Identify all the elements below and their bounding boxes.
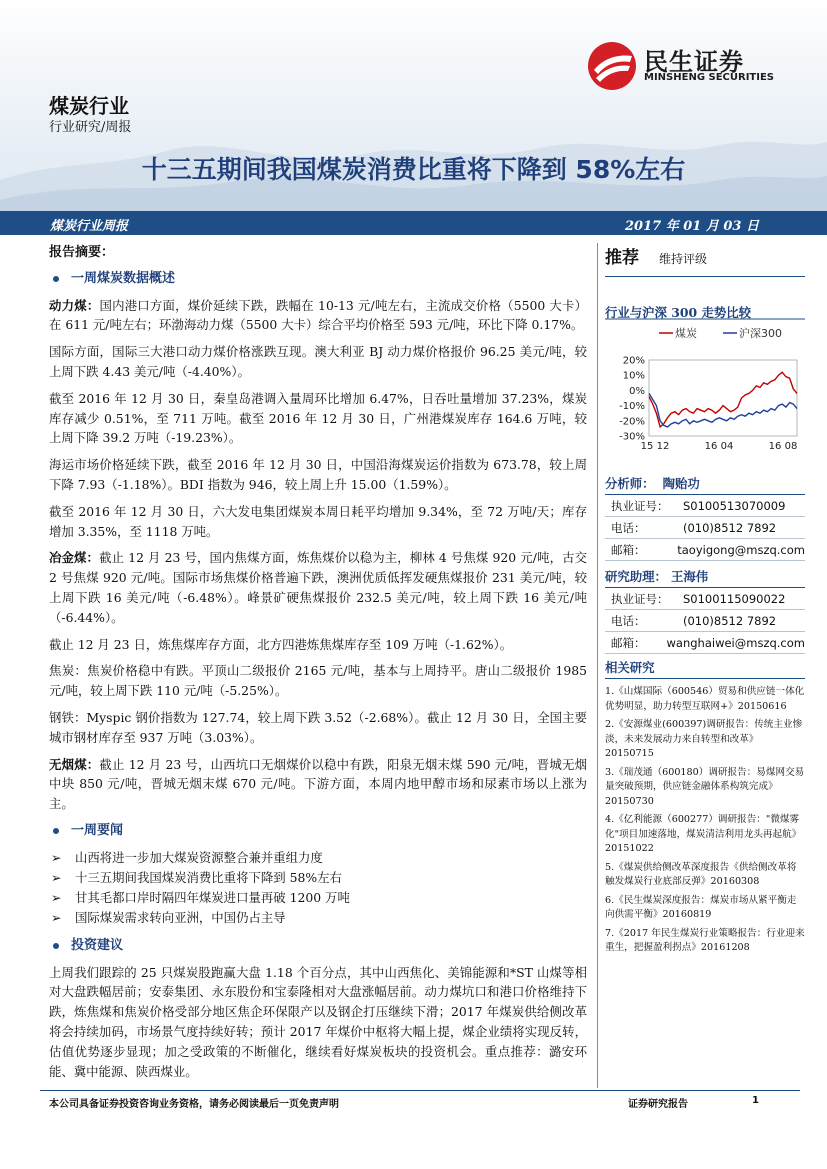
summary-heading: 报告摘要：	[49, 245, 115, 260]
page-title: 十三五期间我国煤炭消费比重将下降到 58%左右	[141, 155, 686, 184]
list-item[interactable]: 2.《安源煤业(600397)调研报告：传统主业惨淡，未来发展动力来自转型和改革》20150715	[605, 719, 803, 759]
footer-rule	[40, 1090, 800, 1091]
list-item[interactable]: 7.《2017 年民生煤炭行业策略报告：行业迎来重生，把握盈利拐点》20161208	[605, 927, 805, 953]
chart-legend	[659, 326, 782, 340]
report-series: 煤炭行业周报	[50, 219, 129, 234]
arrow-bullet-icon: ➢	[51, 869, 62, 885]
paragraph	[49, 548, 587, 627]
paragraph-text: 截止 12 月 23 号，山西坑口无烟煤价以稳中有跌，阳泉无烟末煤 590 元/吨，晋城无烟中块 850 元/吨，晋城无烟末煤 670 元/吨。下游方面，本周内地甲醇市场和尿素市场以上涨为主。	[49, 756, 587, 812]
section-title: 一周煤炭数据概述	[71, 270, 176, 286]
assistant-heading	[605, 567, 805, 588]
paragraph-lead: 冶金煤：	[49, 550, 100, 566]
paragraph: 焦炭：焦炭价格稳中有跌。平顶山二级报价 2165 元/吨，基本与上周持平。唐山二级报价 1985 元/吨，较上周下跌 110 元/吨（-5.25%）。	[49, 663, 587, 699]
logo-text-cn: 民生证券	[644, 48, 744, 76]
related-list	[605, 685, 805, 956]
bullet-icon	[53, 943, 59, 949]
rating-label: 推荐	[605, 248, 639, 268]
bullet-icon	[53, 276, 59, 282]
row-key: 电话：	[611, 520, 646, 535]
email-link[interactable]: taoyigong@mszq.com	[677, 542, 805, 557]
section-title: 一周要闻	[71, 822, 124, 838]
industry-name: 煤炭行业	[49, 94, 129, 118]
sidebar	[605, 243, 805, 321]
section-heading-news	[49, 821, 587, 841]
rating-desc: 维持评级	[659, 252, 708, 266]
summary-column	[49, 243, 587, 1088]
paragraph: 截至 2016 年 12 月 30 日，秦皇岛港调入量周环比增加 6.47%，日吞吐量增加 37.23%，煤炭库存减少 0.51%，至 711 万吨。截至 2016 年 12 月 30 日，广州港煤炭库存 164.6 万吨，较上周下降 39.2 万吨（-19.23%）。	[49, 390, 587, 446]
bullet-icon	[53, 828, 59, 834]
divider	[605, 276, 805, 277]
list-item[interactable]: 4.《亿利能源（600277）调研报告："微煤雾化"项目加速落地，煤炭清洁利用龙头再起航》20151022	[605, 814, 802, 854]
trend-chart	[605, 318, 805, 463]
arrow-bullet-icon: ➢	[51, 889, 62, 905]
paragraph-text: 国内港口方面，煤价延续下跌，跌幅在 10-13 元/吨左右，主流成交价格（5500 大卡）在 611 元/吨左右；环渤海动力煤（5500 大卡）综合平均价格至 593 元/吨，环比下降 0.17%。	[49, 297, 588, 333]
rating	[605, 243, 805, 268]
analyst-heading	[605, 474, 805, 495]
paragraph: 上周我们跟踪的 25 只煤炭股跑赢大盘 1.18 个百分点，其中山西焦化、美锦能源和*ST 山煤等相对大盘跌幅居前；安泰集团、永东股份和宝泰隆相对大盘涨幅居前。动力煤坑口和港口价格维持下跌，炼焦煤和焦炭价格受部分地区焦企环保限产以及钢企打压继续下滑；2017 年煤炭供给侧改革将会持续加码，市场景气度持续好转；预计 2017 年煤价中枢将大幅上提，煤企业绩将实现反转，估值优势逐步显现；加之受政策的不断催化，继续看好煤炭板块的投资机会。重点推荐：潞安环能、冀中能源、陕西煤业。	[49, 964, 587, 1079]
y-tick-label: -10%	[619, 401, 645, 413]
legend-label-coal: 煤炭	[675, 327, 697, 340]
arrow-bullet-icon: ➢	[51, 909, 62, 925]
list-item[interactable]: 3.《瑞茂通（600180）调研报告：易煤网交易量突破预期，供应链金融体系构筑完成》20150730	[605, 766, 805, 807]
row-value: S0100513070009	[683, 498, 786, 513]
report-type: 行业研究/周报	[49, 120, 132, 135]
legend-label-hs300: 沪深300	[739, 327, 782, 340]
paragraph: 海运市场价格延续下跌，截至 2016 年 12 月 30 日，中国沿海煤炭运价指数为 673.78，较上周下降 7.93（-1.18%）。BDI 指数为 946，较上周上升 15.00（1.59%）。	[49, 457, 587, 492]
row-key: 执业证号：	[611, 591, 669, 606]
paragraph: 截至 2016 年 12 月 30 日，六大发电集团煤炭本周日耗平均增加 9.34%，至 72 万吨/天；库存增加 3.35%，至 1118 万吨。	[49, 503, 587, 539]
related-research	[605, 658, 805, 960]
news-text: 十三五期间我国煤炭消费比重将下降到 58%左右	[75, 869, 342, 885]
assistant-row	[605, 632, 805, 654]
row-value: S0100115090022	[683, 591, 786, 606]
paragraph	[49, 755, 587, 814]
assistant-heading-label: 研究助理：	[605, 569, 667, 584]
paragraph: 截止 12 月 23 日，炼焦煤库存方面，北方四港炼焦煤库存至 109 万吨（-1.62%）。	[49, 636, 513, 652]
row-key: 电话：	[611, 613, 646, 628]
list-item	[49, 868, 587, 888]
assistant-row	[605, 610, 805, 632]
page-number: 1	[752, 1095, 759, 1106]
column-divider	[597, 243, 598, 1088]
paragraph: 钢铁：Myspic 钢价指数为 127.74，较上周下跌 3.52（-2.68%）。截止 12 月 30 日，全国主要城市钢材库存至 937 万吨（3.03%）。	[49, 709, 587, 745]
section-title: 投资建议	[71, 937, 124, 953]
y-tick-label: 20%	[622, 355, 645, 367]
x-tick-label: 16 08	[768, 441, 798, 452]
report-date: 2017 年 01 月 03 日	[625, 219, 759, 234]
arrow-bullet-icon: ➢	[51, 849, 62, 865]
analyst-name: 陶贻功	[662, 476, 700, 491]
y-tick-label: 0%	[629, 385, 645, 397]
related-heading: 相关研究	[605, 658, 805, 679]
y-tick-label: -30%	[619, 431, 645, 443]
row-key: 邮箱：	[611, 635, 646, 650]
list-item[interactable]: 6.《民生煤炭深度报告：煤炭市场从紧平衡走向供需平衡》20160819	[605, 894, 797, 920]
row-key: 执业证号：	[611, 498, 669, 513]
news-text: 国际煤炭需求转向亚洲，中国仍占主导	[75, 909, 286, 925]
paragraph	[49, 296, 587, 336]
paragraph-text: 截止 12 月 23 号，国内焦煤方面，炼焦煤价以稳为主，柳林 4 号焦煤 920 元/吨，古交 2 号焦煤 920 元/吨。国际市场焦煤价格普遍下跌，澳洲优质低挥发硬焦煤报价 231 美元/吨，较上周下跌 16 美元/吨（-6.48%）。峰景矿硬焦煤报价 232.5 美元/吨，较上周下跌 16 美元/吨（-6.44%）。	[49, 550, 588, 625]
section-heading-advice	[49, 936, 587, 956]
paragraph-lead: 动力煤：	[49, 297, 100, 313]
row-value: (010)8512 7892	[683, 613, 777, 628]
title-bar	[0, 211, 827, 235]
assistant-name: 王海伟	[670, 569, 709, 584]
x-tick-label: 16 04	[704, 441, 734, 452]
paragraph-lead: 无烟煤：	[49, 756, 100, 772]
list-item	[49, 908, 587, 928]
analyst-heading-label: 分析师：	[605, 476, 655, 491]
paragraph: 国际方面，国际三大港口动力煤价格涨跌互现。澳大利亚 BJ 动力煤价格报价 96.25 美元/吨，较上周下跌 4.43 美元/吨（-4.40%）。	[49, 344, 587, 379]
y-tick-label: -20%	[619, 416, 645, 428]
section-heading-data	[49, 269, 587, 289]
analyst-row	[605, 495, 805, 517]
chart-title: 行业与沪深 300 走势比较	[605, 305, 752, 320]
row-value: (010)8512 7892	[683, 520, 777, 535]
logo-text-en: MINSHENG SECURITIES	[644, 72, 774, 83]
list-item[interactable]: 5.《煤炭供给侧改革深度报告《供给侧改革将触发煤炭行业底部反弹》20160308	[605, 861, 797, 887]
x-tick-label: 15 12	[640, 441, 670, 452]
row-key: 邮箱：	[611, 542, 646, 557]
list-item	[49, 888, 587, 908]
analyst-block	[605, 474, 805, 654]
analyst-row	[605, 517, 805, 539]
assistant-row	[605, 588, 805, 610]
y-tick-label: 10%	[622, 370, 645, 382]
series-line-1	[649, 393, 797, 427]
news-list	[49, 848, 587, 928]
footer-disclaimer[interactable]: 本公司具备证券投资咨询业务资格，请务必阅读最后一页免责声明	[49, 1099, 339, 1110]
analyst-row	[605, 539, 805, 561]
news-text: 甘其毛都口岸时隔四年煤炭进口量再破 1200 万吨	[75, 889, 350, 905]
list-item	[49, 848, 587, 868]
news-text: 山西将进一步加大煤炭资源整合兼并重组力度	[75, 849, 323, 865]
footer-label: 证券研究报告	[628, 1099, 688, 1110]
email-link[interactable]: wanghaiwei@mszq.com	[666, 635, 805, 650]
list-item[interactable]: 1.《山煤国际（600546）贸易和供应链一体化优势明显，助力转型互联网+》20150616	[605, 686, 805, 712]
